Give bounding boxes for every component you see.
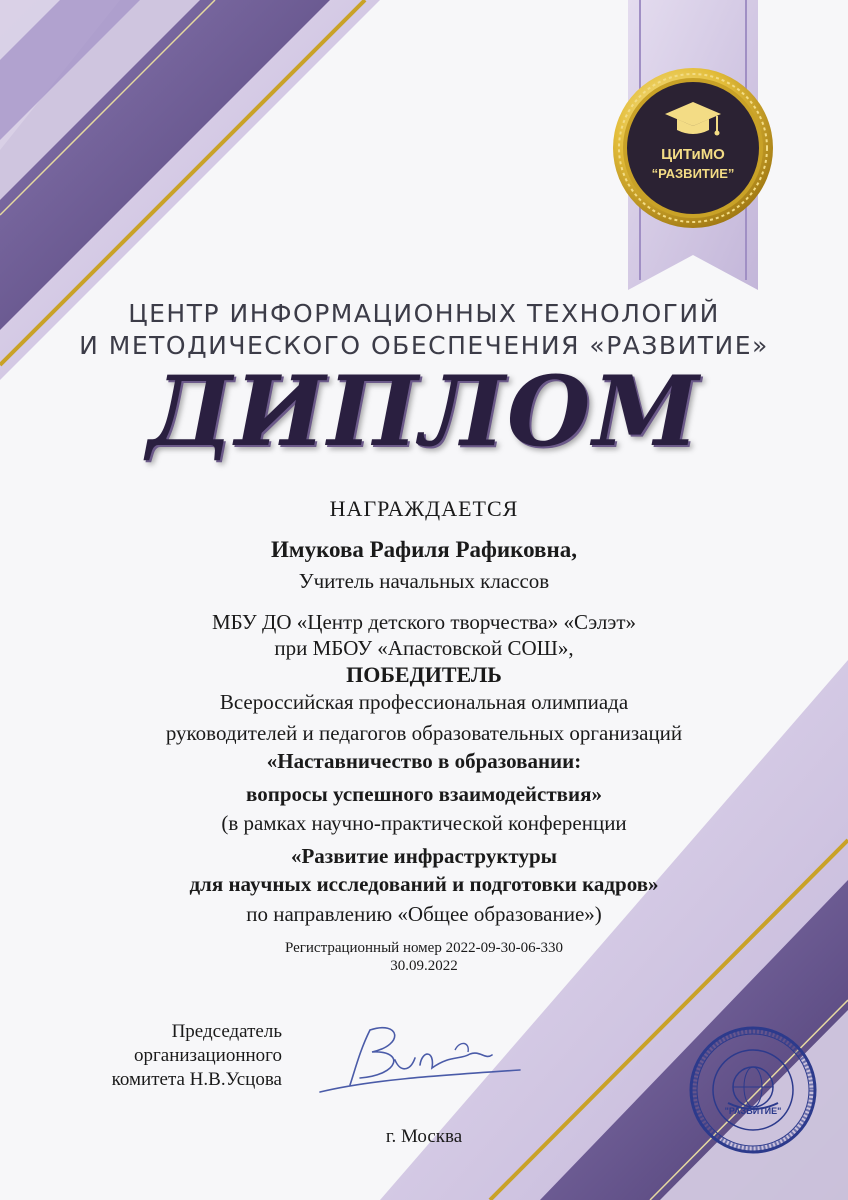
organization-line2: при МБОУ «Апастовской СОШ», [274,636,574,660]
graduation-cap-icon [663,100,723,140]
seal-center-text: "РАЗВИТИЕ" [724,1106,782,1116]
diploma-title: ДИПЛОМ [147,355,701,468]
organization-line1: МБУ ДО «Центр детского творчества» «Сэлэт» [211,610,637,634]
awarded-label: НАГРАЖДАЕТСЯ [329,496,519,521]
org-name-line1: ЦЕНТР ИНФОРМАЦИОННЫХ ТЕХНОЛОГИЙ [128,299,720,328]
registration-date: 30.09.2022 [390,958,458,974]
handwritten-signature [310,1010,530,1100]
position-text: Учитель начальных классов [298,569,550,593]
event-title-line2: вопросы успешного взаимодействия» [246,782,602,806]
conference-title-line2: для научных исследований и подготовки кадров» [189,872,659,896]
recipient-name: Имукова Рафиля Рафиковна, [271,537,577,562]
conference-line1: (в рамках научно-практической конференции [221,811,627,835]
signature-line3: комитета Н.В.Усцова [111,1069,282,1090]
conference-title-line1: «Развитие инфраструктуры [290,844,558,868]
event-line1: Всероссийская профессиональная олимпиада [219,690,629,714]
signature-block [60,1020,282,1092]
registration-number: Регистрационный номер 2022-09-30-06-330 [284,940,564,956]
event-title-line1: «Наставничество в образовании: [266,749,582,773]
badge-line1: ЦИТиМО [661,146,725,163]
signature-line1: Председатель [171,1021,282,1042]
city-text: г. Москва [385,1126,463,1147]
badge-line2: “РАЗВИТИЕ” [651,166,735,181]
event-line2: руководителей и педагогов образовательных организаций [165,721,683,745]
direction-text: по направлению «Общее образование») [246,902,602,926]
signature-line2: организационного [134,1045,282,1066]
result-text: ПОБЕДИТЕЛЬ [346,662,502,687]
org-name-line2: И МЕТОДИЧЕСКОГО ОБЕСПЕЧЕНИЯ «РАЗВИТИЕ» [79,331,769,360]
